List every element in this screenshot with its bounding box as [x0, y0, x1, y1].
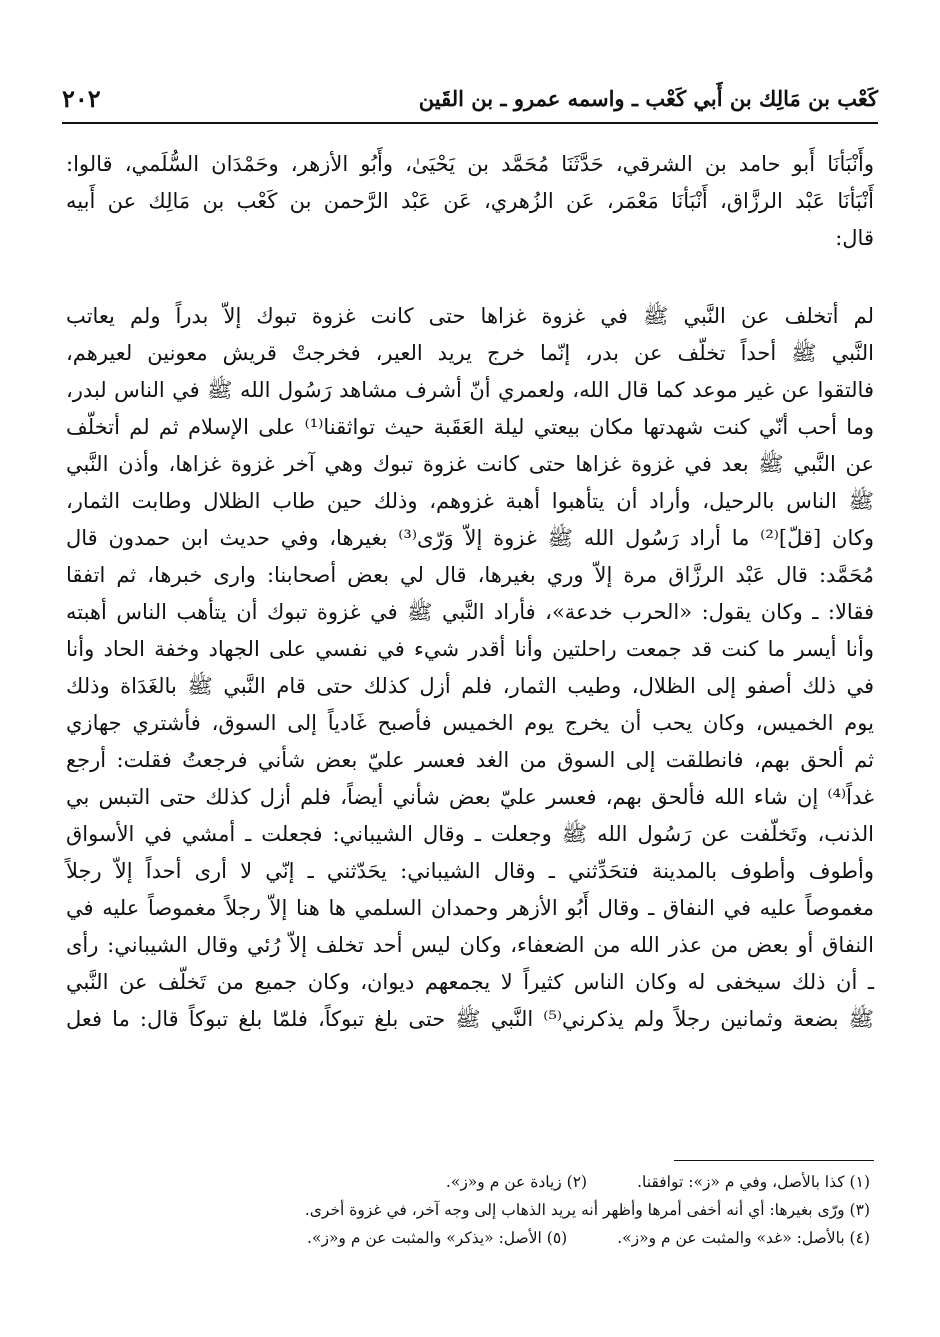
text-line: ثم ألحق بهم، فانطلقت إلى السوق من الغد فعسر عليّ بعض شأني فرجعتُ فقلت: أرجع: [66, 748, 874, 772]
text-line: وأَنْبَأنَا أَبو حامد بن الشرقي، حَدَّثَنَا مُحَمَّد بن يَحْيَىٰ، وأَبُو الأزهر، وحَمْدَان السُّلَمي، قالوا:: [66, 152, 874, 176]
text-line: مُحَمَّد: قال عَبْد الرزَّاق مرة إلاّ وري بغيرها، قال لي بعض أصحابنا: وارى خبرها، ثم اتفقا: [66, 563, 874, 587]
text-line: لم أتخلف عن النَّبي ﷺ في غزوة غزاها حتى كانت غزوة تبوك إلاّ بدراً ولم يعاتب: [66, 304, 874, 328]
footnote-line: [70, 1168, 870, 1196]
header-rule: [62, 122, 878, 124]
footnote-1: (١) كذا بالأصل، وفي م «ز»: توافقنا.: [637, 1173, 870, 1191]
text-line: فقالا: ـ وكان يقول: «الحرب خدعة»، فأراد النَّبي ﷺ في غزوة تبوك أن يتأهب الناس أهبته: [66, 600, 874, 624]
text-line: ﷺ بضعة وثمانين رجلاً ولم يذكرني⁽⁵⁾ النَّبي ﷺ حتى بلغ تبوكاً، فلمّا بلغ تبوكاً قال: ما فعل: [66, 1007, 874, 1031]
text-line: وما أحب أنّي كنت شهدتها مكان بيعتي ليلة العَقَبة حيث تواثقنا⁽¹⁾ على الإسلام ثم لم أتخلّف: [66, 415, 874, 439]
text-line: يوم الخميس، وكان يحب أن يخرج يوم الخميس فأصبح غَادياً إلى السوق، فأشتري جهازي: [66, 711, 874, 735]
text-line: عن النَّبي ﷺ بعد في غزوة غزاها حتى كانت غزوة تبوك وهي آخر غزوة غزاها، وأذن النَّبي: [66, 452, 874, 476]
text-line: وكان [قلّ]⁽²⁾ ما أراد رَسُول الله ﷺ غزوة إلاّ وَرّى⁽³⁾ بغيرها، وفي حديث ابن حمدون قال: [66, 526, 874, 550]
footnote-2: (٢) زيادة عن م و«ز».: [445, 1173, 588, 1191]
text-line: النَّبي ﷺ أحداً تخلّف عن بدر، إنّما خرج يريد العير، فخرجتْ قريش معونين لعيرهم،: [66, 341, 874, 365]
text-line: الذنب، وتَخلّفت عن رَسُول الله ﷺ وجعلت ـ وقال الشيباني: فجعلت ـ أمشي في الأسواق: [66, 822, 874, 846]
footnotes: [70, 1168, 870, 1252]
text-line: النفاق أو بعض من عذر الله من الضعفاء، وكان ليس أحد تخلف إلاّ رُئي وقال الشيباني: رأى: [66, 933, 874, 957]
body-paragraph: [66, 298, 874, 1038]
text-line: ﷺ الناس بالرحيل، وأراد أن يتأهبوا أهبة غزوهم، وذلك حين طاب الظلال وطابت الثمار،: [66, 489, 874, 513]
text-line: مغموصاً عليه في النفاق ـ وقال أَبُو الأزهر وحمدان السلمي ها هنا إلاّ رجلاً مغموصاً عليه في: [66, 896, 874, 920]
text-line: قال:: [835, 226, 874, 250]
footnote-rule: [674, 1160, 874, 1161]
isnad-paragraph: [66, 146, 874, 257]
text-line: غداً⁽⁴⁾ إن شاء الله فألحق بهم، فعسر عليّ بعض شأني أيضاً، فلم أزل كذلك حتى التبس بي: [66, 785, 874, 809]
footnote-line: [70, 1224, 870, 1252]
text-line: فالتقوا عن غير موعد كما قال الله، ولعمري أنّ أشرف مشاهد رَسُول الله ﷺ في الناس لبدر،: [66, 378, 874, 402]
page-number: ٢٠٢: [62, 83, 101, 113]
running-title: كَعْب بن مَالِك بن أَبي كَعْب ـ واسمه عمرو ـ بن القَين: [418, 85, 878, 111]
text-line: ـ أن ذلك سيخفى له وكان الناس كثيراً لا يجمعهم ديوان، وكان جميع من تَخلّف عن النَّبي: [66, 970, 874, 994]
text-line: في ذلك أصفو إلى الظلال، وطيب الثمار، فلم أزل كذلك حتى قام النَّبي ﷺ بالغَدَاة وذلك: [66, 674, 875, 698]
footnote-line: [70, 1196, 870, 1224]
text-line: وأنا أيسر ما كنت قد جمعت راحلتين وأنا أقدر شيء في نفسي على الجهاد وخفة الحاد وأنا: [66, 637, 874, 661]
footnote-4: (٤) بالأصل: «غد» والمثبت عن م و«ز».: [617, 1229, 870, 1247]
running-header: [62, 78, 878, 118]
text-line: وأطوف وأطوف بالمدينة فتحَدِّثني ـ وقال الشيباني: يحَدّثني ـ إنّي لا أرى أحداً إلاّ رجلاً: [66, 859, 874, 883]
footnote-3: (٣) ورّى بغيرها: أي أنه أخفى أمرها وأظهر أنه يريد الذهاب إلى وجه آخر، في غزوة أخرى.: [304, 1201, 870, 1219]
text-line: أَنْبَأنَا عَبْد الرزَّاق، أَنْبَأنَا مَعْمَر، عَن الزُهري، عَن عَبْد الرَّحمن بن كَعْب بن مَالِك عن أَبيه: [66, 189, 874, 213]
footnote-5: (٥) الأصل: «يذكر» والمثبت عن م و«ز».: [307, 1229, 568, 1247]
